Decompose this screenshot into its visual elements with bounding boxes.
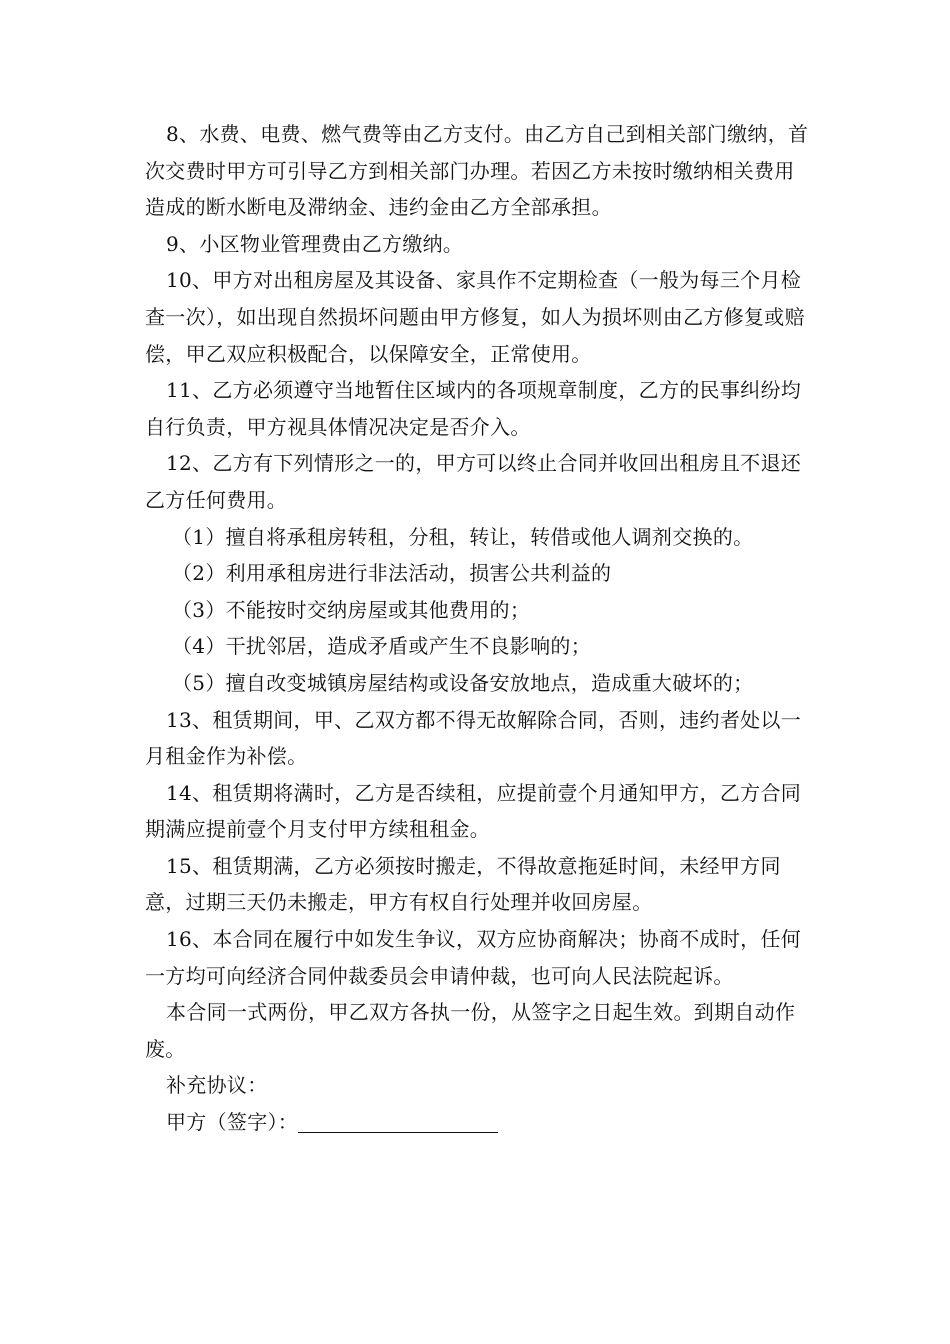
clause-12-item-3: （3）不能按时交纳房屋或其他费用的； xyxy=(172,597,531,622)
clause-8: 8、水费、电费、燃气费等由乙方支付。由乙方自己到相关部门缴纳，首次交费时甲方可引导乙方到相关部门办理。若因乙方未按时缴纳相关费用造成的断水断电及滞纳金、违约金由乙方全部承担。 xyxy=(145,122,809,220)
clause-10: 10、甲方对出租房屋及其设备、家具作不定期检查（一般为每三个月检查一次），如出现自然损坏问题由甲方修复，如人为损坏则由乙方修复或赔偿，甲乙双应积极配合，以保障安全，正常使用。 xyxy=(145,268,805,366)
clause-12-item-2: （2）利用承租房进行非法活动，损害公共利益的 xyxy=(172,561,612,586)
clause-12-item-4: （4）干扰邻居，造成矛盾或产生不良影响的； xyxy=(172,634,592,659)
signature-row xyxy=(145,1104,813,1141)
clause-15: 15、租赁期满，乙方必须按时搬走，不得故意拖延时间，未经甲方同意，过期三天仍未搬走，甲方有权自行处理并收回房屋。 xyxy=(145,853,781,915)
validity-clause: 本合同一式两份，甲乙双方各执一份，从签字之日起生效。到期自动作废。 xyxy=(145,1000,796,1061)
party-a-signature-label: 甲方（签字）： xyxy=(166,1110,299,1135)
clause-11: 11、乙方必须遵守当地暂住区域内的各项规章制度，乙方的民事纠纷均自行负责，甲方视具体情况决定是否介入。 xyxy=(145,378,802,439)
clause-12: 12、乙方有下列情形之一的，甲方可以终止合同并收回出租房且不退还乙方任何费用。 xyxy=(145,451,802,512)
contract-body xyxy=(145,116,813,1141)
party-a-signature-line xyxy=(298,1110,498,1133)
clause-12-item-5: （5）擅自改变城镇房屋结构或设备安放地点，造成重大破坏的； xyxy=(172,670,754,695)
supplementary-agreement-label: 补充协议： xyxy=(166,1073,268,1098)
clause-14: 14、租赁期将满时，乙方是否续租，应提前壹个月通知甲方，乙方合同期满应提前壹个月支付甲方续租租金。 xyxy=(145,780,802,842)
clause-12-item-1: （1）擅自将承租房转租，分租，转让，转借或他人调剂交换的。 xyxy=(172,524,754,549)
clause-16: 16、本合同在履行中如发生争议，双方应协商解决；协商不成时，任何一方均可向经济合同仲裁委员会申请仲裁，也可向人民法院起诉。 xyxy=(145,927,802,988)
clause-9: 9、小区物业管理费由乙方缴纳。 xyxy=(166,231,464,256)
clause-13: 13、租赁期间，甲、乙双方都不得无故解除合同，否则，违约者处以一月租金作为补偿。 xyxy=(145,707,802,769)
